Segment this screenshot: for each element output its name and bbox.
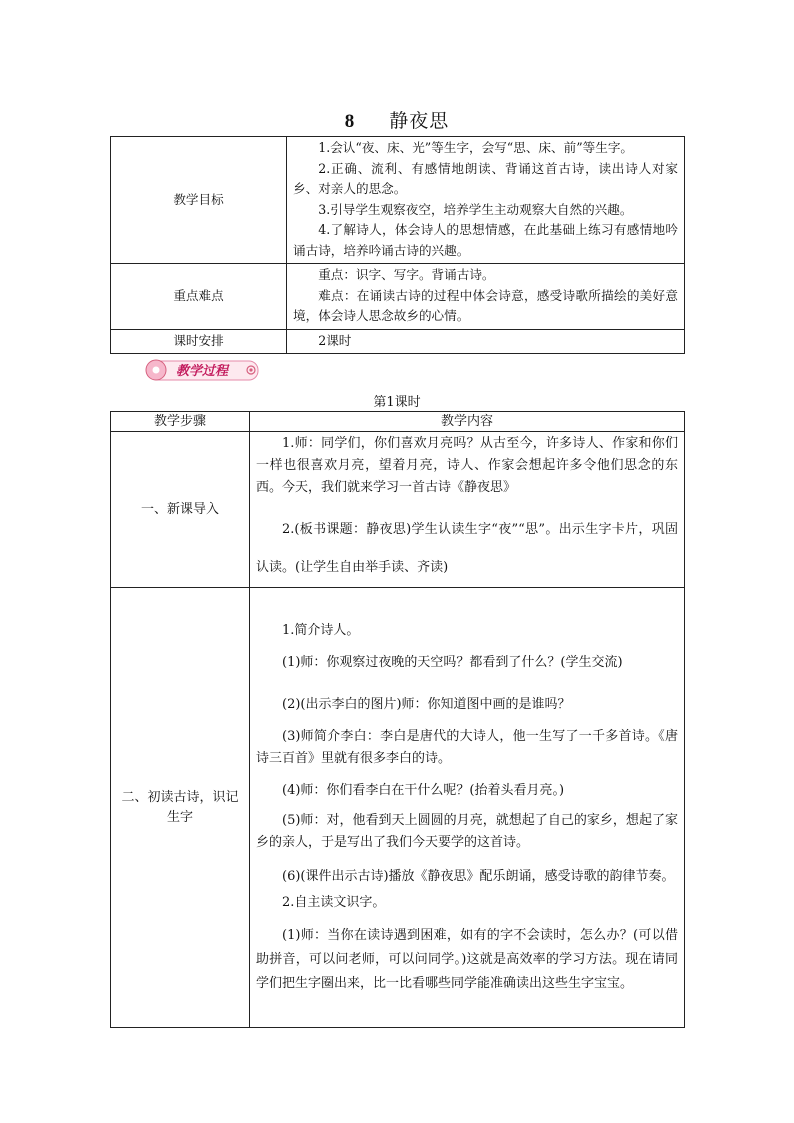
- content-para: (1)师：当你在读诗遇到困难，如有的字不会读时，怎么办？(可以借助拼音，可以问老师，可以问同学。)这就是高效率的学习方法。现在请同学们把生字圈出来，比一比看哪些同学能准确读出这些生字宝宝。: [256, 927, 678, 991]
- content-para: (5)师：对，他看到天上圆圆的月亮，就想起了自己的家乡，想起了家乡的亲人，于是写出了我们今天要学的这首诗。: [256, 812, 678, 850]
- objective-line: 4.了解诗人，体会诗人的思想情感，在此基础上练习有感情地吟诵古诗，培养吟诵古诗的兴趣。: [293, 222, 678, 258]
- step-label-text: 二、初读古诗，识记生字: [121, 789, 239, 825]
- lesson-title: [0, 106, 794, 133]
- objectives-content: [287, 137, 685, 264]
- content-para: 1.简介诗人。: [282, 622, 360, 638]
- step-label: 一、新课导入: [111, 432, 250, 588]
- table-row: [111, 432, 685, 588]
- badge-graphic: [144, 357, 260, 383]
- content-para: (4)师：你们看李白在干什么呢？(抬着头看月亮。): [282, 782, 565, 798]
- col-header-content: 教学内容: [250, 412, 685, 432]
- content-para: (1)师：你观察过夜晚的天空吗？都看到了什么？(学生交流): [282, 654, 623, 670]
- objective-line: 2.正确、流利、有感情地朗读、背诵这首古诗，读出诗人对家乡、对亲人的思念。: [293, 160, 678, 196]
- content-para: (3)师简介李白：李白是唐代的大诗人，他一生写了一千多首诗。《唐诗三百首》里就有很多李白的诗。: [256, 728, 678, 766]
- lesson-name: 静夜思: [389, 110, 450, 132]
- badge-end-dot-icon: [249, 368, 252, 371]
- schedule-label: 课时安排: [111, 329, 287, 354]
- objectives-label: 教学目标: [111, 137, 287, 264]
- keypoints-content: [287, 264, 685, 330]
- step-label: [111, 588, 250, 1028]
- lesson-number: 8: [344, 111, 356, 132]
- step-content: [250, 588, 685, 1028]
- schedule-line: 2课时: [318, 332, 352, 348]
- objective-line: 1.会认“夜、床、光”等生字，会写“思、床、前”等生字。: [318, 140, 634, 155]
- keypoint-line: 难点：在诵读古诗的过程中体会诗意，感受诗歌所描绘的美好意境，体会诗人思念故乡的心情。: [293, 287, 678, 323]
- content-para: 1.师：同学们，你们喜欢月亮吗？从古至今，许多诗人、作家和你们一样也很喜欢月亮，望着月亮，诗人、作家会想起许多令他们思念的东西。今天，我们就来学习一首古诗《静夜思》: [256, 436, 678, 495]
- schedule-content: [287, 329, 685, 354]
- content-para: 2.自主读文识字。: [282, 894, 386, 910]
- table-row: [111, 329, 685, 354]
- table-row: [111, 588, 685, 1028]
- keypoints-label: 重点难点: [111, 264, 287, 330]
- content-para: (2)(出示李白的图片)师：你知道图中画的是谁吗？: [282, 696, 571, 712]
- flower-center-icon: [153, 367, 160, 374]
- process-table: [110, 411, 685, 1028]
- overview-table: [110, 136, 685, 354]
- teaching-process-badge: [144, 357, 260, 383]
- step-content: [250, 432, 685, 588]
- table-row: [111, 137, 685, 264]
- content-para: 2.(板书课题：静夜思)学生认读生字“夜”“思”。出示生字卡片，巩固认读。(让学生自由举手读、齐读): [256, 522, 678, 575]
- col-header-step: 教学步骤: [111, 412, 250, 432]
- badge-text: 教学过程: [175, 364, 229, 379]
- period-title: 第1课时: [373, 395, 421, 410]
- table-header-row: [111, 412, 685, 432]
- content-para: (6)(课件出示古诗)播放《静夜思》配乐朗诵，感受诗歌的韵律节奏。: [282, 868, 675, 884]
- keypoint-line: 重点：识字、写字。背诵古诗。: [318, 267, 495, 282]
- objective-line: 3.引导学生观察夜空，培养学生主动观察大自然的兴趣。: [318, 201, 633, 217]
- table-row: [111, 264, 685, 330]
